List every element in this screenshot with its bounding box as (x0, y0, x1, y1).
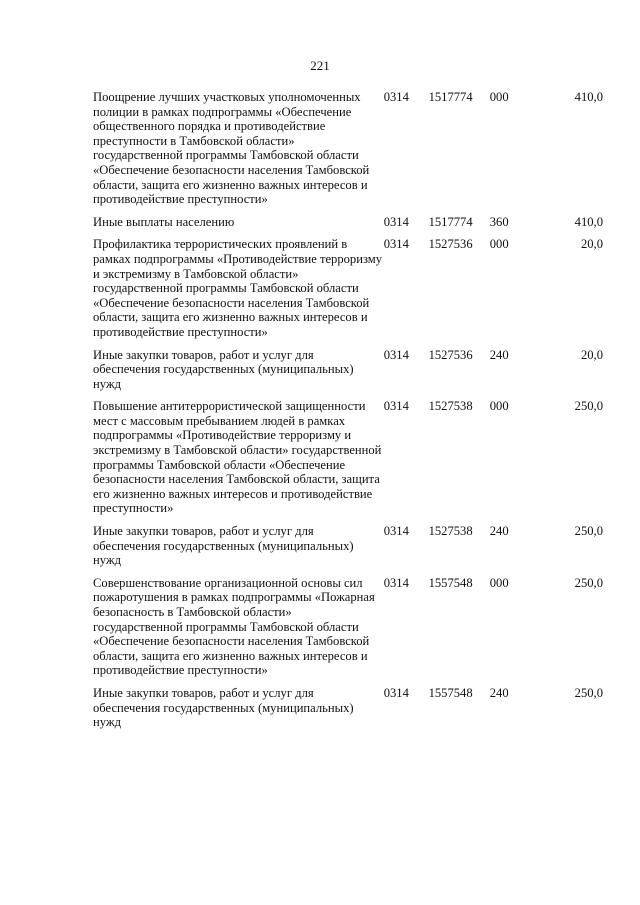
section-code: 0314 (383, 237, 409, 252)
table-row (93, 348, 603, 400)
expense-name: Совершенствование организационной основы сил пожаротушения в рамках подпрограммы «Пожарная безопасность в Тамбовской области» государственной программы Тамбовской области «Обеспечение безопасности населения Тамбовской области, защита его жизненно важных интересов и противодействие преступности» (93, 575, 375, 678)
expense-type-code: 360 (489, 214, 509, 229)
table-row (93, 90, 603, 215)
target-item-code: 1517774 (428, 90, 473, 104)
section-code: 0314 (383, 399, 409, 414)
table-row (93, 399, 603, 524)
page-number: 221 (310, 58, 330, 73)
target-item-code: 1557548 (428, 685, 473, 700)
section-code: 0314 (383, 524, 409, 539)
expense-name: Иные закупки товаров, работ и услуг для обеспечения государственных (муниципальных) нужд (93, 685, 354, 730)
amount: 20,0 (580, 237, 603, 252)
table-row (93, 524, 603, 576)
section-code: 0314 (383, 575, 409, 590)
amount: 250,0 (574, 524, 603, 539)
section-code: 0314 (383, 90, 409, 104)
amount: 250,0 (574, 685, 603, 700)
expense-name: Профилактика террористических проявлений в рамках подпрограммы «Противодействие терроризму и экстремизму в Тамбовской области» государственной программы Тамбовской области «Обеспечение безопасности населения Тамбовской области, защита его жизненно важных интересов и противодействие преступности» (93, 237, 383, 339)
target-item-code: 1557548 (428, 575, 473, 590)
table-row (93, 576, 603, 686)
expense-type-code: 240 (489, 685, 509, 700)
target-item-code: 1527536 (428, 347, 473, 362)
expense-name: Поощрение лучших участковых уполномоченных полиции в рамках подпрограммы «Обеспечение общественного порядка и противодействие преступности в Тамбовской области» государственной программы Тамбовской области «Обеспечение безопасности населения Тамбовской области, защита его жизненно важных интересов и противодействие преступности» (93, 90, 370, 207)
target-item-code: 1527538 (428, 524, 473, 539)
expense-type-code: 000 (489, 399, 509, 414)
expense-type-code: 000 (489, 90, 509, 104)
table-row (93, 686, 603, 738)
amount: 20,0 (580, 347, 603, 362)
target-item-code: 1527538 (428, 399, 473, 414)
expense-name: Иные закупки товаров, работ и услуг для обеспечения государственных (муниципальных) нужд (93, 524, 354, 568)
amount: 410,0 (574, 214, 603, 229)
section-code: 0314 (383, 685, 409, 700)
amount: 250,0 (574, 575, 603, 590)
expense-type-code: 240 (489, 347, 509, 362)
expense-name: Повышение антитеррористической защищенности мест с массовым пребыванием людей в рамках подпрограммы «Противодействие терроризму и экстремизму в Тамбовской области» государственной программы Тамбовской области «Обеспечение безопасности населения Тамбовской области, защита его жизненно важных интересов и противодействие преступности» (93, 399, 382, 516)
table-row (93, 215, 603, 238)
target-item-code: 1517774 (428, 214, 473, 229)
expense-type-code: 240 (489, 524, 509, 539)
target-item-code: 1527536 (428, 237, 473, 252)
amount: 410,0 (574, 90, 603, 104)
section-code: 0314 (383, 214, 409, 229)
budget-table (93, 90, 603, 738)
expense-name: Иные выплаты населению (93, 214, 235, 229)
section-code: 0314 (383, 347, 409, 362)
amount: 250,0 (574, 399, 603, 414)
table-row (93, 237, 603, 347)
expense-name: Иные закупки товаров, работ и услуг для обеспечения государственных (муниципальных) нужд (93, 347, 354, 391)
expense-type-code: 000 (489, 575, 509, 590)
expense-type-code: 000 (489, 237, 509, 252)
